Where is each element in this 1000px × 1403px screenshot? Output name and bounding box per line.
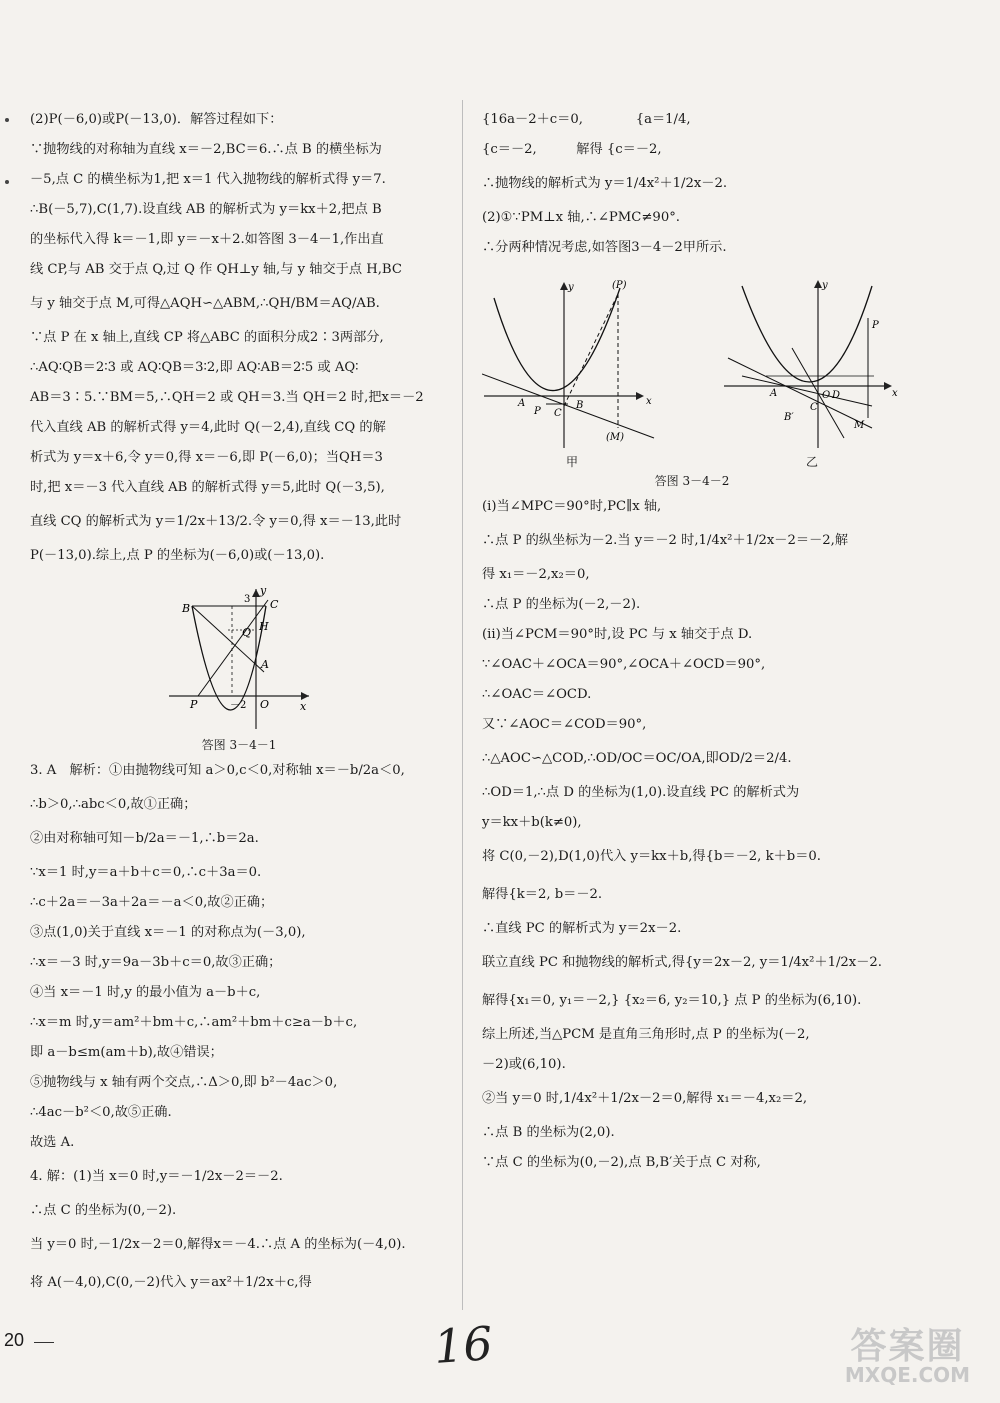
line-bb — [742, 376, 872, 406]
text-line: 3. A 解析：①由抛物线可知 a＞0,c＜0,对称轴 x＝－b/2a＜0, — [30, 763, 405, 778]
solution-part-2 — [30, 112, 448, 578]
y-axis-arrow — [252, 589, 260, 597]
text-line: ∴抛物线的解析式为 y＝1/4x²＋1/2x－2. — [482, 176, 728, 191]
solution-continued — [482, 112, 902, 270]
page-number-dash — [34, 1342, 54, 1343]
text-line: (2)①∵PM⊥x 轴,∴∠PMC≠90°. — [482, 210, 680, 225]
x-axis-arrow — [301, 692, 309, 700]
text-line: 解得{x₁＝0, y₁＝－2,} {x₂＝6, y₂＝10,} 点 P 的坐标为(6,10). — [482, 993, 862, 1008]
y-axis-arrow — [814, 280, 822, 288]
figure-label-jia: 甲 — [565, 455, 578, 469]
text-line: P(－13,0).综上,点 P 的坐标为(－6,0)或(－13,0). — [30, 548, 325, 563]
text-line: 析式为 y＝x＋6,令 y＝0,得 x＝－6,即 P(－6,0)；当QH＝3 — [30, 450, 383, 465]
figure-jia-graph — [482, 278, 662, 453]
text-line: {16a－2＋c＝0, {a＝1/4, — [482, 112, 691, 127]
figure-label-yi: 乙 — [805, 455, 818, 469]
text-line: ④当 x＝－1 时,y 的最小值为 a－b＋c, — [30, 985, 261, 1000]
text-line: ∴4ac－b²＜0,故⑤正确. — [30, 1105, 172, 1120]
text-line: 将 C(0,－2),D(1,0)代入 y＝kx＋b,得{b＝－2, k＋b＝0. — [482, 849, 821, 864]
text-line: ∴b＞0,∴abc＜0,故①正确； — [30, 797, 197, 812]
watermark-title: 答案圈 — [850, 1326, 965, 1367]
parabola-curve — [742, 286, 872, 382]
label-h: H — [259, 620, 269, 633]
label-m-paren: (M) — [606, 432, 625, 443]
page-number: 20 — [4, 1330, 25, 1350]
figure-caption: 答图 3－4－1 — [201, 738, 277, 752]
text-line: 当 y＝0 时,－1/2x－2＝0,解得x＝－4.∴点 A 的坐标为(－4,0). — [30, 1237, 406, 1252]
label-x: x — [892, 388, 898, 399]
text-line: ∴AQ∶QB＝2∶3 或 AQ∶QB＝3∶2,即 AQ∶AB＝2∶5 或 AQ∶ — [30, 360, 359, 375]
text-line: 直线 CQ 的解析式为 y＝1/2x＋13/2.令 y＝0,得 x＝－13,此时 — [30, 514, 402, 529]
label-b-prime: B′ — [784, 412, 794, 423]
text-line: ∴OD＝1,∴点 D 的坐标为(1,0).设直线 PC 的解析式为 — [482, 785, 800, 800]
label-a: A — [770, 388, 778, 399]
text-line: ②由对称轴可知－b/2a＝－1,∴b＝2a. — [30, 831, 259, 846]
label-p: P — [190, 698, 198, 711]
text-line: 将 A(－4,0),C(0,－2)代入 y＝ax²＋1/2x＋c,得 — [30, 1275, 312, 1290]
right-column — [482, 112, 902, 1185]
solution-3-4 — [30, 763, 448, 1309]
left-column — [30, 112, 448, 1309]
label-d: D — [832, 390, 841, 401]
x-axis-arrow — [636, 392, 644, 400]
text-line: (ii)当∠PCM＝90°时,设 PC 与 x 轴交于点 D. — [482, 627, 753, 642]
figure-yi-graph — [722, 278, 902, 453]
x-axis-arrow — [884, 382, 892, 390]
text-line: 时,把 x＝－3 代入直线 AB 的解析式得 y＝5,此时 Q(－3,5), — [30, 480, 385, 495]
label-c: C — [810, 402, 818, 413]
label-c: C — [554, 408, 562, 419]
text-line: ∴点 C 的坐标为(0,－2). — [30, 1203, 177, 1218]
label-y: y — [260, 584, 267, 597]
text-line: 故选 A. — [30, 1135, 75, 1150]
text-line: 得 x₁＝－2,x₂＝0, — [482, 567, 590, 582]
solution-cases — [482, 499, 902, 1185]
watermark-url: MXQE.COM — [844, 1363, 971, 1387]
figure-caption: 答图 3－4－2 — [654, 474, 730, 488]
text-line: ⑤抛物线与 x 轴有两个交点,∴Δ＞0,即 b²－4ac＞0, — [30, 1075, 338, 1090]
text-line: ∴直线 PC 的解析式为 y＝2x－2. — [482, 921, 682, 936]
label-x: x — [300, 700, 307, 713]
text-line: ∴x＝－3 时,y＝9a－3b＋c＝0,故③正确； — [30, 955, 282, 970]
text-line: 联立直线 PC 和抛物线的解析式,得{y＝2x－2, y＝1/4x²＋1/2x－2. — [482, 955, 882, 970]
text-line: －5,点 C 的横坐标为1,把 x＝1 代入抛物线的解析式得 y＝7. — [30, 172, 386, 187]
text-line: y＝kx＋b(k≠0), — [482, 815, 582, 830]
text-line: ∴点 P 的纵坐标为－2.当 y＝－2 时,1/4x²＋1/2x－2＝－2,解 — [482, 533, 849, 548]
text-line: ∵抛物线的对称轴为直线 x＝－2,BC＝6.∴点 B 的横坐标为 — [30, 142, 382, 157]
scan-mark — [5, 118, 9, 122]
label-minus-2: －2 — [230, 700, 247, 711]
text-line: ③点(1,0)关于直线 x＝－1 的对称点为(－3,0), — [30, 925, 306, 940]
label-3: 3 — [244, 594, 251, 605]
figure-yi — [722, 278, 902, 470]
text-line: ∴c＋2a＝－3a＋2a＝－a＜0,故②正确； — [30, 895, 274, 910]
label-b: B — [182, 602, 191, 615]
label-a: A — [518, 398, 526, 409]
text-line: ∴点 B 的坐标为(2,0). — [482, 1125, 615, 1140]
text-line: ∴△AOC∽△COD,∴OD/OC＝OC/OA,即OD/2＝2/4. — [482, 751, 792, 766]
text-line: ②当 y＝0 时,1/4x²＋1/2x－2＝0,解得 x₁＝－4,x₂＝2, — [482, 1091, 808, 1106]
text-line: 又∵∠AOC＝∠COD＝90°, — [482, 717, 647, 732]
label-p: P — [534, 406, 541, 417]
figure-3-4-2 — [482, 278, 902, 470]
label-q: Q — [242, 626, 252, 639]
scan-mark — [5, 180, 9, 184]
label-o: O — [822, 390, 831, 401]
text-line: －2)或(6,10). — [482, 1057, 566, 1072]
parabola-curve — [192, 606, 266, 710]
text-line: ∴B(－5,7),C(1,7).设直线 AB 的解析式为 y＝kx＋2,把点 B — [30, 202, 382, 217]
text-line: 即 a－b≤m(am＋b),故④错误； — [30, 1045, 223, 1060]
column-divider — [462, 100, 463, 1310]
text-line: 的坐标代入得 k＝－1,即 y＝－x＋2.如答图 3－4－1,作出直 — [30, 232, 384, 247]
line-ab — [192, 606, 264, 672]
text-line: 代入直线 AB 的解析式得 y＝4,此时 Q(－2,4),直线 CQ 的解 — [30, 420, 386, 435]
label-y: y — [568, 282, 574, 293]
label-o: O — [260, 698, 270, 711]
text-line: AB＝3∶5.∵BM＝5,∴QH＝2 或 QH＝3.当 QH＝2 时,把x＝－2 — [30, 390, 424, 405]
text-line: ∵∠OAC＋∠OCA＝90°,∠OCA＋∠OCD＝90°, — [482, 657, 766, 672]
handwritten-number: 16 — [432, 1316, 495, 1374]
text-line: ∴∠OAC＝∠OCD. — [482, 687, 592, 702]
text-line: (i)当∠MPC＝90°时,PC∥x 轴, — [482, 499, 662, 514]
text-line: {c＝－2, 解得 {c＝－2, — [482, 142, 662, 157]
text-line: 线 CP,与 AB 交于点 Q,过 Q 作 QH⊥y 轴,与 y 轴交于点 H,BC — [30, 262, 402, 277]
text-line: ∴点 P 的坐标为(－2,－2). — [482, 597, 641, 612]
label-y: y — [822, 280, 828, 291]
label-x: x — [646, 396, 652, 407]
figure-3-4-1 — [164, 584, 314, 734]
label-b: B — [576, 400, 584, 411]
label-c: C — [270, 598, 279, 611]
line-pc — [564, 294, 618, 406]
text-line: 与 y 轴交于点 M,可得△AQH∽△ABM,∴QH/BM＝AQ/AB. — [30, 296, 380, 311]
text-line: ∵点 C 的坐标为(0,－2),点 B,B′关于点 C 对称, — [482, 1155, 761, 1170]
text-line: 解得{k＝2, b＝－2. — [482, 887, 603, 902]
watermark — [820, 1318, 995, 1387]
label-a: A — [261, 658, 269, 671]
text-line: 综上所述,当△PCM 是直角三角形时,点 P 的坐标为(－2, — [482, 1027, 810, 1042]
label-p-paren: (P) — [612, 280, 627, 291]
line-cp — [198, 600, 268, 696]
text-line: (2)P(－6,0)或P(－13,0)．解答过程如下： — [30, 112, 283, 127]
text-line: ∵点 P 在 x 轴上,直线 CP 将△ABC 的面积分成2∶3两部分, — [30, 330, 384, 345]
figure-jia — [482, 278, 662, 470]
y-axis-arrow — [560, 282, 568, 290]
parabola-curve — [494, 288, 620, 391]
line-ac — [728, 358, 872, 428]
text-line: ∴x＝m 时,y＝am²＋bm＋c,∴am²＋bm＋c≥a－b＋c, — [30, 1015, 358, 1030]
text-line: 4. 解：(1)当 x＝0 时,y＝－1/2x－2＝－2. — [30, 1169, 283, 1184]
label-m: M — [854, 420, 865, 431]
text-line: ∵x＝1 时,y＝a＋b＋c＝0,∴c＋3a＝0. — [30, 865, 262, 880]
line-ac — [482, 374, 654, 438]
label-p: P — [872, 320, 879, 331]
text-line: ∴分两种情况考虑,如答图3－4－2甲所示. — [482, 240, 727, 255]
